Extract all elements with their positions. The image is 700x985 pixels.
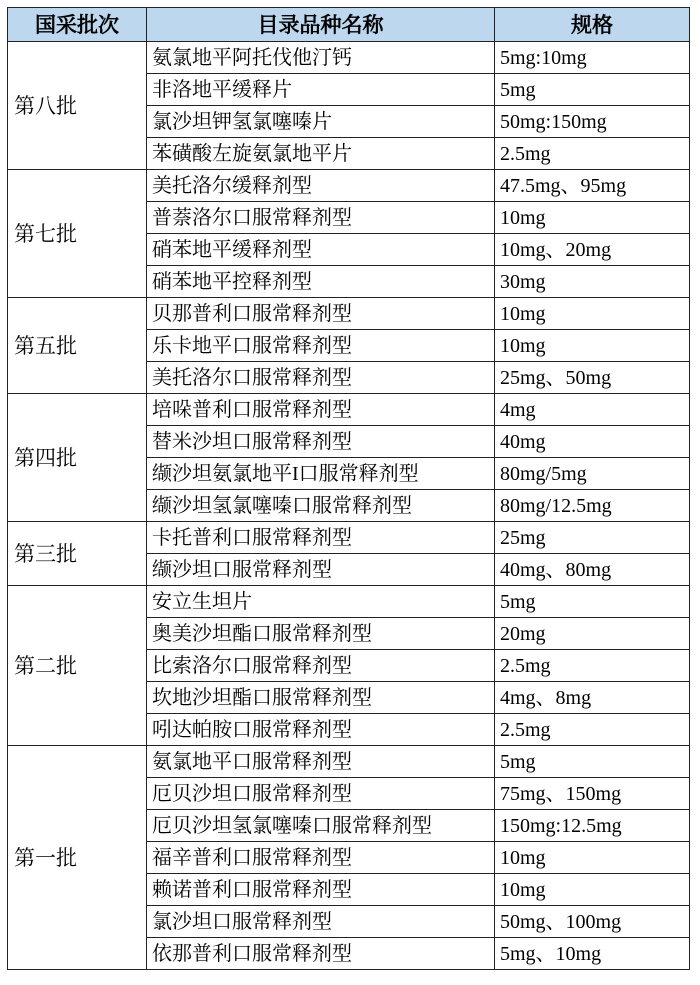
spec-cell: 150mg:12.5mg <box>495 810 690 842</box>
spec-cell: 40mg <box>495 426 690 458</box>
batch-cell: 第一批 <box>8 746 147 970</box>
drug-name-cell: 硝苯地平缓释剂型 <box>147 234 495 266</box>
table-row <box>8 746 690 778</box>
drug-name-cell: 美托洛尔缓释剂型 <box>147 170 495 202</box>
spec-cell: 75mg、150mg <box>495 778 690 810</box>
spec-cell: 10mg <box>495 874 690 906</box>
drug-name-cell: 缬沙坦口服常释剂型 <box>147 554 495 586</box>
drug-name-cell: 安立生坦片 <box>147 586 495 618</box>
table-row <box>8 394 690 426</box>
drug-name-cell: 氯沙坦钾氢氯噻嗪片 <box>147 106 495 138</box>
spec-cell: 5mg:10mg <box>495 42 690 74</box>
drug-name-cell: 福辛普利口服常释剂型 <box>147 842 495 874</box>
spec-cell: 10mg <box>495 298 690 330</box>
procurement-table <box>7 7 690 970</box>
table-row <box>8 170 690 202</box>
spec-cell: 25mg、50mg <box>495 362 690 394</box>
spec-cell: 2.5mg <box>495 714 690 746</box>
header-drug-name: 目录品种名称 <box>147 8 495 42</box>
drug-name-cell: 贝那普利口服常释剂型 <box>147 298 495 330</box>
spec-cell: 40mg、80mg <box>495 554 690 586</box>
drug-name-cell: 吲达帕胺口服常释剂型 <box>147 714 495 746</box>
spec-cell: 4mg <box>495 394 690 426</box>
drug-name-cell: 依那普利口服常释剂型 <box>147 938 495 970</box>
drug-name-cell: 缬沙坦氢氯噻嗪口服常释剂型 <box>147 490 495 522</box>
drug-name-cell: 普萘洛尔口服常释剂型 <box>147 202 495 234</box>
batch-cell: 第二批 <box>8 586 147 746</box>
drug-name-cell: 氯沙坦口服常释剂型 <box>147 906 495 938</box>
drug-name-cell: 坎地沙坦酯口服常释剂型 <box>147 682 495 714</box>
table-row <box>8 42 690 74</box>
table-row <box>8 298 690 330</box>
header-row <box>8 8 690 42</box>
drug-name-cell: 硝苯地平控释剂型 <box>147 266 495 298</box>
drug-name-cell: 替米沙坦口服常释剂型 <box>147 426 495 458</box>
batch-cell: 第八批 <box>8 42 147 170</box>
drug-name-cell: 卡托普利口服常释剂型 <box>147 522 495 554</box>
batch-cell: 第三批 <box>8 522 147 586</box>
spec-cell: 2.5mg <box>495 138 690 170</box>
batch-cell: 第七批 <box>8 170 147 298</box>
spec-cell: 4mg、8mg <box>495 682 690 714</box>
drug-name-cell: 美托洛尔口服常释剂型 <box>147 362 495 394</box>
spec-cell: 50mg、100mg <box>495 906 690 938</box>
drug-name-cell: 厄贝沙坦口服常释剂型 <box>147 778 495 810</box>
drug-name-cell: 氨氯地平阿托伐他汀钙 <box>147 42 495 74</box>
spec-cell: 10mg <box>495 202 690 234</box>
spec-cell: 2.5mg <box>495 650 690 682</box>
table-body <box>8 42 690 970</box>
header-batch: 国采批次 <box>8 8 147 42</box>
spec-cell: 10mg、20mg <box>495 234 690 266</box>
drug-name-cell: 苯磺酸左旋氨氯地平片 <box>147 138 495 170</box>
spec-cell: 5mg <box>495 746 690 778</box>
drug-name-cell: 培哚普利口服常释剂型 <box>147 394 495 426</box>
table-row <box>8 586 690 618</box>
header-spec: 规格 <box>495 8 690 42</box>
spec-cell: 30mg <box>495 266 690 298</box>
drug-name-cell: 赖诺普利口服常释剂型 <box>147 874 495 906</box>
spec-cell: 5mg <box>495 586 690 618</box>
drug-name-cell: 厄贝沙坦氢氯噻嗪口服常释剂型 <box>147 810 495 842</box>
spec-cell: 5mg、10mg <box>495 938 690 970</box>
drug-name-cell: 缬沙坦氨氯地平I口服常释剂型 <box>147 458 495 490</box>
spec-cell: 5mg <box>495 74 690 106</box>
spec-cell: 10mg <box>495 330 690 362</box>
spec-cell: 80mg/12.5mg <box>495 490 690 522</box>
drug-name-cell: 比索洛尔口服常释剂型 <box>147 650 495 682</box>
drug-name-cell: 乐卡地平口服常释剂型 <box>147 330 495 362</box>
drug-name-cell: 奥美沙坦酯口服常释剂型 <box>147 618 495 650</box>
spec-cell: 10mg <box>495 842 690 874</box>
spec-cell: 20mg <box>495 618 690 650</box>
spec-cell: 50mg:150mg <box>495 106 690 138</box>
spec-cell: 25mg <box>495 522 690 554</box>
drug-name-cell: 氨氯地平口服常释剂型 <box>147 746 495 778</box>
spec-cell: 80mg/5mg <box>495 458 690 490</box>
batch-cell: 第四批 <box>8 394 147 522</box>
drug-name-cell: 非洛地平缓释片 <box>147 74 495 106</box>
spec-cell: 47.5mg、95mg <box>495 170 690 202</box>
table-row <box>8 522 690 554</box>
batch-cell: 第五批 <box>8 298 147 394</box>
